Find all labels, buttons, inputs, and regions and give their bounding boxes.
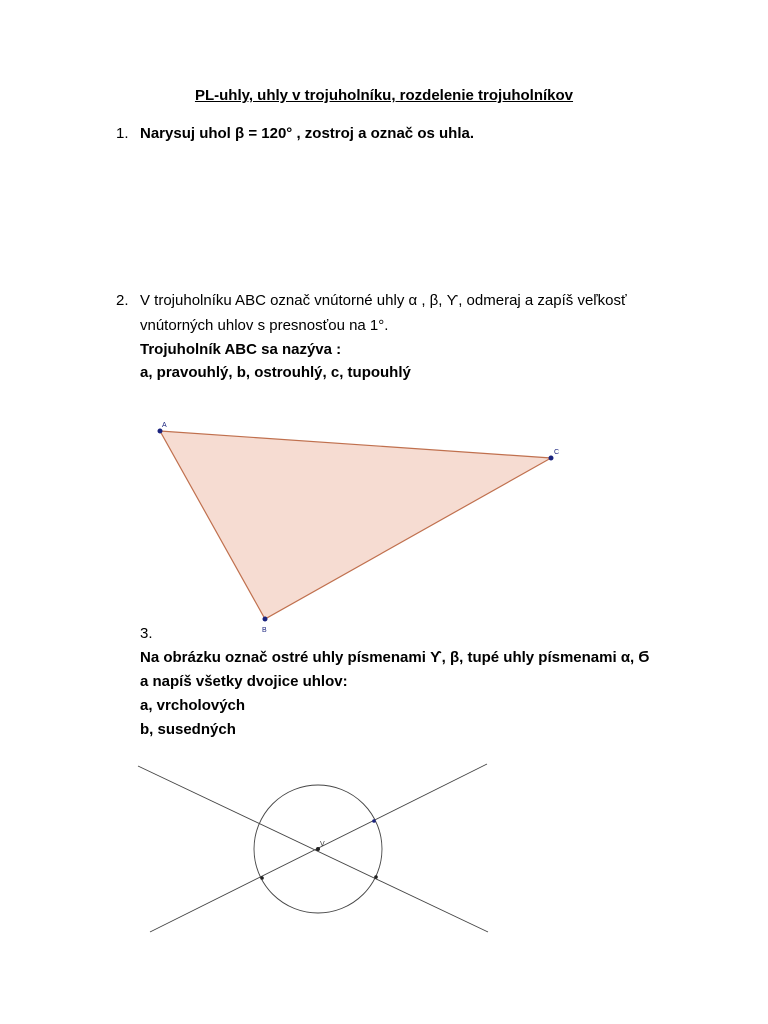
- vertex-c-point: [549, 456, 554, 461]
- task2-line2: vnútorných uhlov s presnosťou na 1°.: [140, 317, 389, 334]
- vertex-a-point: [158, 429, 163, 434]
- triangle-abc: [160, 431, 551, 619]
- point-lower-right: [374, 875, 378, 879]
- task3-line1: Na obrázku označ ostré uhly písmenami ϒ, β, tupé uhly písmenami α, Ϭ: [140, 649, 650, 666]
- task1-number: 1.: [116, 125, 129, 142]
- task2-line4: a, pravouhlý, b, ostrouhlý, c, tupouhlý: [140, 364, 411, 381]
- point-upper-right: [372, 819, 376, 823]
- task2-line1: V trojuholníku ABC označ vnútorné uhly α , β, ϒ, odmeraj a zapíš veľkosť: [140, 292, 627, 309]
- task3-line3: a, vrcholových: [140, 697, 246, 714]
- task3-line2: a napíš všetky dvojice uhlov:: [140, 673, 348, 690]
- vertex-b-point: [263, 617, 268, 622]
- task3-line4: b, susedných: [140, 721, 236, 738]
- task3-number: 3.: [140, 625, 153, 642]
- task2-number: 2.: [116, 292, 129, 309]
- task1-text: Narysuj uhol β = 120° , zostroj a označ os uhla.: [140, 125, 474, 142]
- vertex-a-label: A: [162, 422, 167, 429]
- center-label: V: [320, 841, 325, 848]
- line-descending: [138, 766, 488, 932]
- vertex-c-label: C: [554, 449, 560, 456]
- vertex-b-label: B: [262, 627, 267, 634]
- intersecting-lines-figure: [138, 764, 488, 932]
- point-lower-left: [260, 876, 264, 880]
- task2-line3: Trojuholník ABC sa nazýva :: [140, 341, 342, 358]
- page-title: PL-uhly, uhly v trojuholníku, rozdelenie trojuholníkov: [194, 87, 574, 104]
- triangle-figure: [158, 422, 560, 634]
